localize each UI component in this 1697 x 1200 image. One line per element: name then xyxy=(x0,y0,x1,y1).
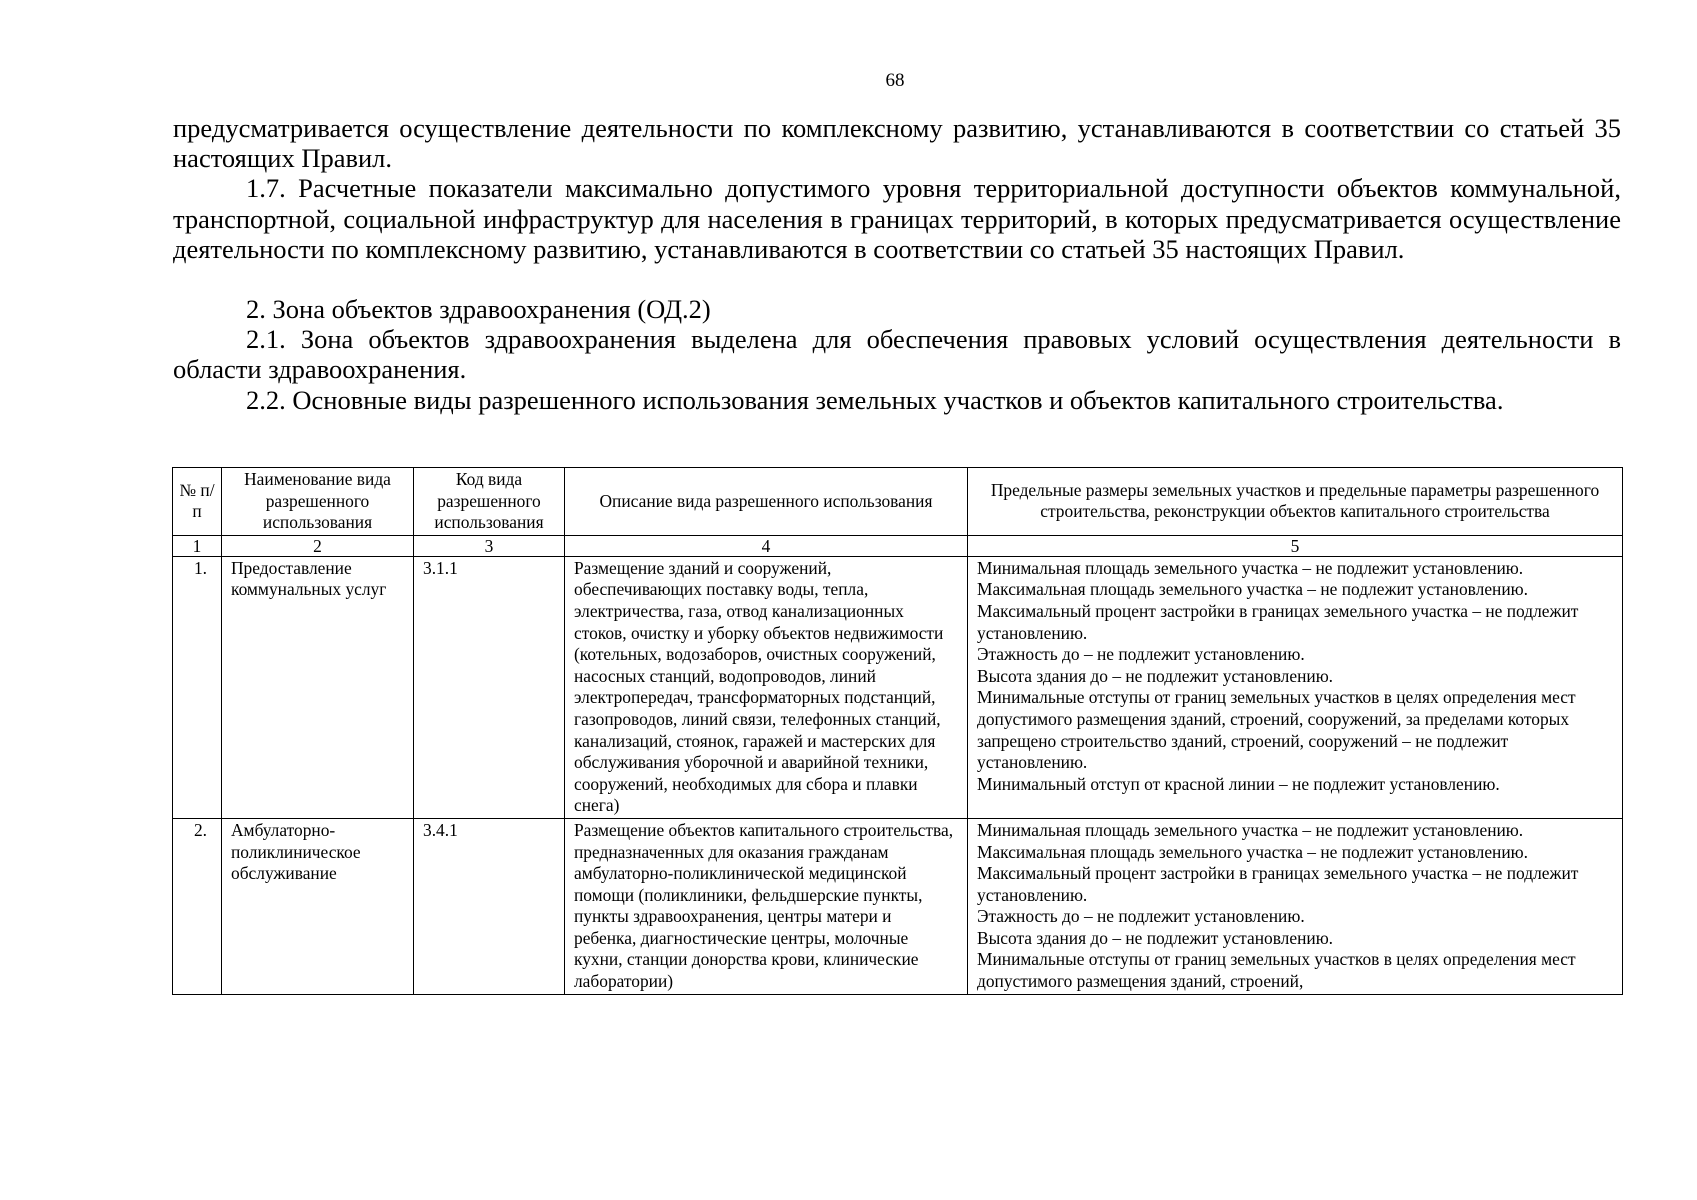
table-row xyxy=(173,556,1623,818)
header-limit-parameters: Предельные размеры земельных участков и предельные параметры разрешенного строительства, реконструкции объектов капитального строительства xyxy=(968,468,1623,536)
column-number: 2 xyxy=(222,535,414,556)
parameter-line: Максимальный процент застройки в границах земельного участка – не подлежит установлению. xyxy=(977,600,1579,643)
parameter-line: Этажность до – не подлежит установлению. xyxy=(977,644,1305,665)
parameter-line: Минимальная площадь земельного участка – не подлежит установлению. xyxy=(977,557,1524,578)
parameter-line: Максимальная площадь земельного участка – не подлежит установлению. xyxy=(977,841,1528,862)
row-number: 2. xyxy=(173,818,222,994)
use-description: Размещение зданий и сооружений, обеспечивающих поставку воды, тепла, электричества, газа, отвод канализационных стоков, очистку и уборку объектов недвижимости (котельных, водозаборов, очистных сооружений, насосных станций, водопроводов, линий электропередач, трансформаторных подстанций, газопроводов, линий связи, телефонных станций, канализаций, стоянок, гаражей и мастерских для обслуживания уборочной и аварийной техники, сооружений, необходимых для сбора и плавки снега) xyxy=(565,556,968,818)
column-number: 1 xyxy=(173,535,222,556)
parameter-line: Минимальные отступы от границ земельных участков в целях определения мест допустимого размещения зданий, строений, сооружений, за пределами которых запрещено строительство зданий, строений, сооружений – не подлежит установлению. xyxy=(977,687,1576,773)
paragraph-1-7: 1.7. Расчетные показатели максимально допустимого уровня территориальной доступности объектов коммунальной, транспортной, социальной инфраструктур для населения в границах территорий, в которых предусматривается осуществление деятельности по комплексному развитию, устанавливаются в соответствии со статьей 35 настоящих Правил. xyxy=(173,173,1621,264)
parameter-line: Высота здания до – не подлежит установлению. xyxy=(977,927,1334,948)
limit-parameters xyxy=(968,818,1623,994)
table-header-row xyxy=(173,468,1623,536)
column-number: 4 xyxy=(565,535,968,556)
use-code: 3.4.1 xyxy=(414,818,565,994)
parameter-line: Максимальный процент застройки в границах земельного участка – не подлежит установлению. xyxy=(977,863,1579,905)
use-code: 3.1.1 xyxy=(414,556,565,818)
permitted-uses-table xyxy=(172,467,1623,995)
column-number: 5 xyxy=(968,535,1623,556)
header-number: № п/п xyxy=(173,468,222,536)
parameter-line: Минимальные отступы от границ земельных участков в целях определения мест допустимого размещения зданий, строений, xyxy=(977,949,1576,992)
parameter-line: Минимальный отступ от красной линии – не подлежит установлению. xyxy=(977,773,1500,794)
section-heading-od2: 2. Зона объектов здравоохранения (ОД.2) xyxy=(246,294,711,325)
header-use-name: Наименование вида разрешенного использования xyxy=(222,468,414,536)
paragraph-2-2: 2.2. Основные виды разрешенного использования земельных участков и объектов капитального строительства. xyxy=(246,384,1504,415)
use-description: Размещение объектов капитального строительства, предназначенных для оказания гражданам амбулаторно-поликлинической медицинской помощи (поликлиники, фельдшерские пункты, пункты здравоохранения, центры матери и ребенка, диагностические центры, молочные кухни, станции донорства крови, клинические лаборатории) xyxy=(565,818,968,994)
column-number: 3 xyxy=(414,535,565,556)
header-use-description: Описание вида разрешенного использования xyxy=(565,468,968,536)
limit-parameters xyxy=(968,556,1623,818)
column-numbers-row xyxy=(173,535,1623,556)
parameter-line: Этажность до – не подлежит установлению. xyxy=(977,906,1305,927)
parameter-line: Максимальная площадь земельного участка – не подлежит установлению. xyxy=(977,579,1528,600)
row-number: 1. xyxy=(173,556,222,818)
table-row xyxy=(173,818,1623,994)
use-name: Амбулаторно-поликлиническое обслуживание xyxy=(222,818,414,994)
body-text xyxy=(173,113,1621,415)
parameter-line: Высота здания до – не подлежит установлению. xyxy=(977,665,1334,686)
use-name: Предоставление коммунальных услуг xyxy=(222,556,414,818)
parameter-line: Минимальная площадь земельного участка – не подлежит установлению. xyxy=(977,819,1524,840)
paragraph-continuation: предусматривается осуществление деятельности по комплексному развитию, устанавливаются в соответствии со статьей 35 настоящих Правил. xyxy=(173,113,1621,174)
paragraph-2-1: 2.1. Зона объектов здравоохранения выделена для обеспечения правовых условий осуществления деятельности в области здравоохранения. xyxy=(173,324,1621,385)
page-number: 68 xyxy=(885,70,905,91)
header-use-code: Код вида разрешенного использования xyxy=(414,468,565,536)
